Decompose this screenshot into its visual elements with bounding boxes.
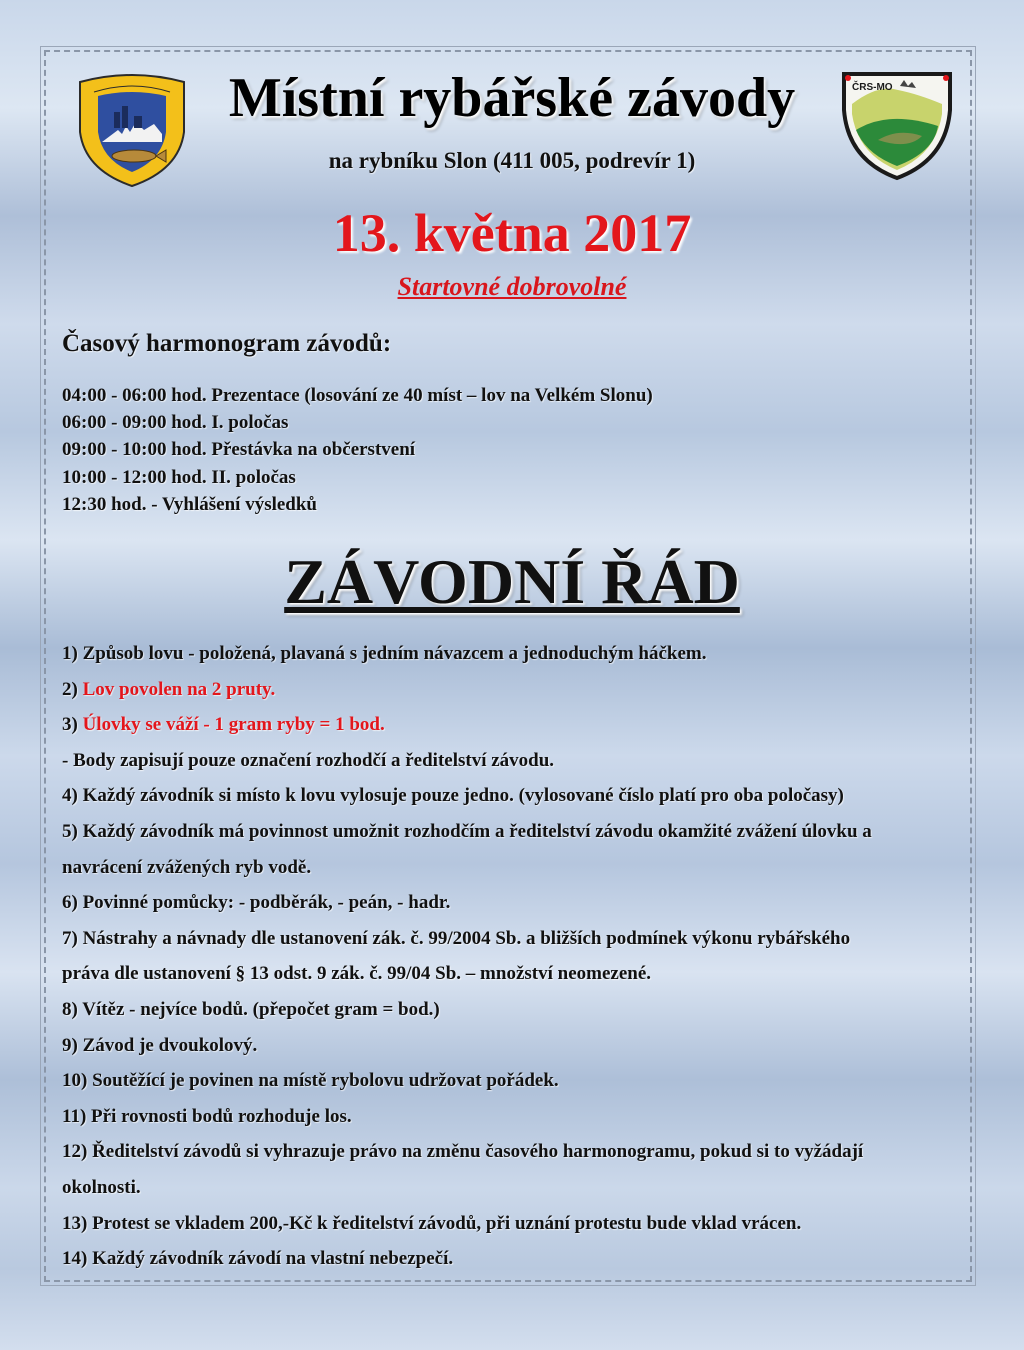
rule-item: 4) Každý závodník si místo k lovu vylosuje pouze jedno. (vylosované číslo platí pro oba poločasy) xyxy=(62,785,844,807)
event-date: 13. května 2017 xyxy=(332,203,692,263)
rule-item: okolnosti. xyxy=(62,1176,141,1198)
schedule-item: 04:00 - 06:00 hod. Prezentace (losování ze 40 míst – lov na Velkém Slonu) xyxy=(62,385,653,406)
rule-number: 2) xyxy=(62,678,83,700)
rules-list xyxy=(62,636,962,1277)
page-title: Místní rybářské závody xyxy=(228,67,796,129)
rule-item: - Body zapisují pouze označení rozhodčí a ředitelství závodu. xyxy=(62,749,555,771)
schedule-item: 12:30 hod. - Vyhlášení výsledků xyxy=(62,493,317,515)
rules-heading: ZÁVODNÍ ŘÁD xyxy=(284,546,740,617)
rule-item: 8) Vítěz - nejvíce bodů. (přepočet gram = bod.) xyxy=(62,998,440,1020)
schedule-heading: Časový harmonogram závodů: xyxy=(62,330,392,357)
rule-number: 1) xyxy=(62,643,83,664)
schedule-item: 06:00 - 09:00 hod. I. poločas xyxy=(62,412,289,434)
schedule-item: 10:00 - 12:00 hod. II. poločas xyxy=(62,466,296,488)
rule-item xyxy=(62,636,962,672)
rule-item: 9) Závod je dvoukolový. xyxy=(62,1034,258,1056)
rule-item: 10) Soutěžící je povinen na místě rybolovu udržovat pořádek. xyxy=(62,1070,559,1092)
rule-item: navrácení zvážených ryb vodě. xyxy=(62,856,312,878)
rule-item: 11) Při rovnosti bodů rozhoduje los. xyxy=(62,1105,352,1127)
rule-item: práva dle ustanovení § 13 odst. 9 zák. č. 99/04 Sb. – množství neomezené. xyxy=(62,963,651,985)
rule-text-highlight: Úlovky se váží - 1 gram ryby = 1 bod. xyxy=(82,714,385,736)
rule-number: 3) xyxy=(62,714,83,736)
rule-item xyxy=(62,707,962,743)
schedule-list xyxy=(62,382,653,518)
rule-text-highlight: Lov povolen na 2 pruty. xyxy=(82,678,276,700)
rule-item: 5) Každý závodník má povinnost umožnit rozhodčím a ředitelství závodu okamžité zvážení úlovku a xyxy=(62,820,872,842)
fee-note: Startovné dobrovolné xyxy=(397,272,627,301)
rule-item xyxy=(62,672,962,708)
logo-right-label: ČRS-MO xyxy=(852,82,893,93)
rule-item: 14) Každý závodník závodí na vlastní nebezpečí. xyxy=(62,1248,454,1270)
rule-text: Způsob lovu - položená, plavaná s jedním návazcem a jednoduchým háčkem. xyxy=(82,643,707,664)
rule-item: 6) Povinné pomůcky: - podběrák, - peán, - hadr. xyxy=(62,892,451,914)
rule-item: 7) Nástrahy a návnady dle ustanovení zák. č. 99/2004 Sb. a bližších podmínek výkonu rybářského xyxy=(62,927,851,949)
rule-item: 13) Protest se vkladem 200,-Kč k ředitelství závodů, při uznání protestu bude vklad vrácen. xyxy=(62,1212,802,1234)
page-subtitle: na rybníku Slon (411 005, podrevír 1) xyxy=(328,148,696,173)
rule-item: 12) Ředitelství závodů si vyhrazuje právo na změnu časového harmonogramu, pokud si to vyžádají xyxy=(62,1141,864,1163)
schedule-item: 09:00 - 10:00 hod. Přestávka na občerstvení xyxy=(62,439,416,461)
